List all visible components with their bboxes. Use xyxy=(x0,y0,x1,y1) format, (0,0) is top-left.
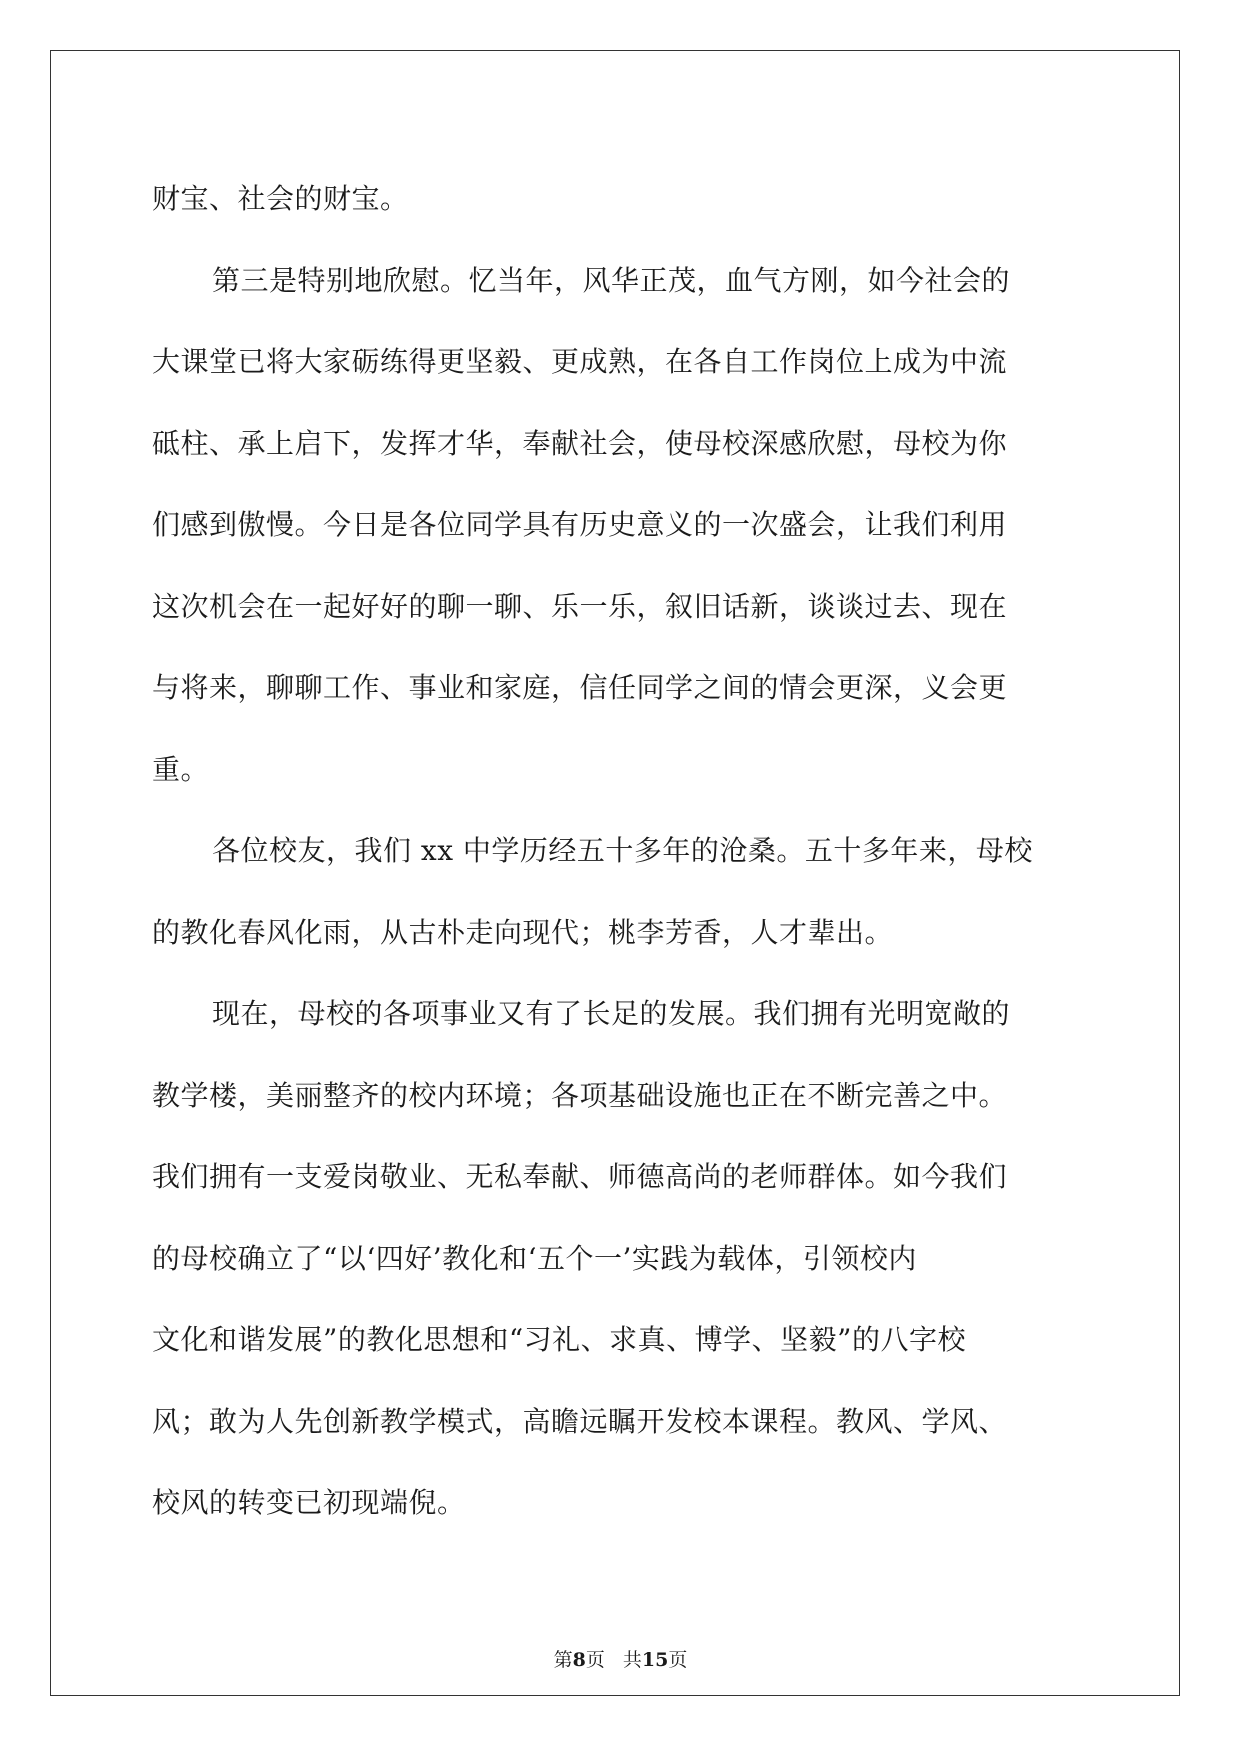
text-line: 的教化春风化雨，从古朴走向现代；桃李芳香，人才辈出。 xyxy=(152,915,894,949)
text-line: 文化和谐发展”的教化思想和“习礼、求真、博学、坚毅”的八字校 xyxy=(152,1323,966,1356)
page-suffix: 页 xyxy=(585,1649,605,1671)
text-line: 财宝、社会的财宝。 xyxy=(152,182,409,215)
text-line: 我们拥有一支爱岗敬业、无私奉献、师德高尚的老师群体。如今我们 xyxy=(152,1160,1008,1193)
text-line: 砥柱、承上启下，发挥才华，奉献社会，使母校深感欣慰，母校为你 xyxy=(152,426,1008,460)
text-line: 们感到傲慢。今日是各位同学具有历史意义的一次盛会，让我们利用 xyxy=(152,508,1008,541)
text-line: 大课堂已将大家砺练得更坚毅、更成熟，在各自工作岗位上成为中流 xyxy=(152,345,1008,378)
page-number: 8 xyxy=(572,1649,586,1671)
page-footer xyxy=(0,1646,1241,1674)
text-line: 校风的转变已初现端倪。 xyxy=(152,1486,466,1519)
page-prefix: 第 xyxy=(553,1649,573,1671)
total-prefix: 共 xyxy=(622,1649,642,1671)
text-line: 这次机会在一起好好的聊一聊、乐一乐，叙旧话新，谈谈过去、现在 xyxy=(152,589,1008,623)
paragraph-start-line: 第三是特别地欣慰。忆当年，风华正茂，血气方刚，如今社会的 xyxy=(212,263,1011,297)
text-line: 与将来，聊聊工作、事业和家庭，信任同学之间的情会更深，义会更 xyxy=(152,671,1008,704)
total-suffix: 页 xyxy=(668,1649,688,1671)
text-line: 教学楼，美丽整齐的校内环境；各项基础设施也正在不断完善之中。 xyxy=(152,1078,1008,1112)
document-body xyxy=(152,158,1082,1544)
paragraph-start-line: 现在，母校的各项事业又有了长足的发展。我们拥有光明宽敞的 xyxy=(212,997,1011,1030)
text-line: 的母校确立了“以‘四好’教化和‘五个一’实践为载体，引领校内 xyxy=(152,1241,917,1275)
paragraph-start-line: 各位校友，我们 xx 中学历经五十多年的沧桑。五十多年来，母校 xyxy=(212,834,1033,867)
text-line: 风；敢为人先创新教学模式，高瞻远瞩开发校本课程。教风、学风、 xyxy=(152,1404,1008,1438)
text-line: 重。 xyxy=(152,752,210,786)
total-pages: 15 xyxy=(641,1649,669,1671)
